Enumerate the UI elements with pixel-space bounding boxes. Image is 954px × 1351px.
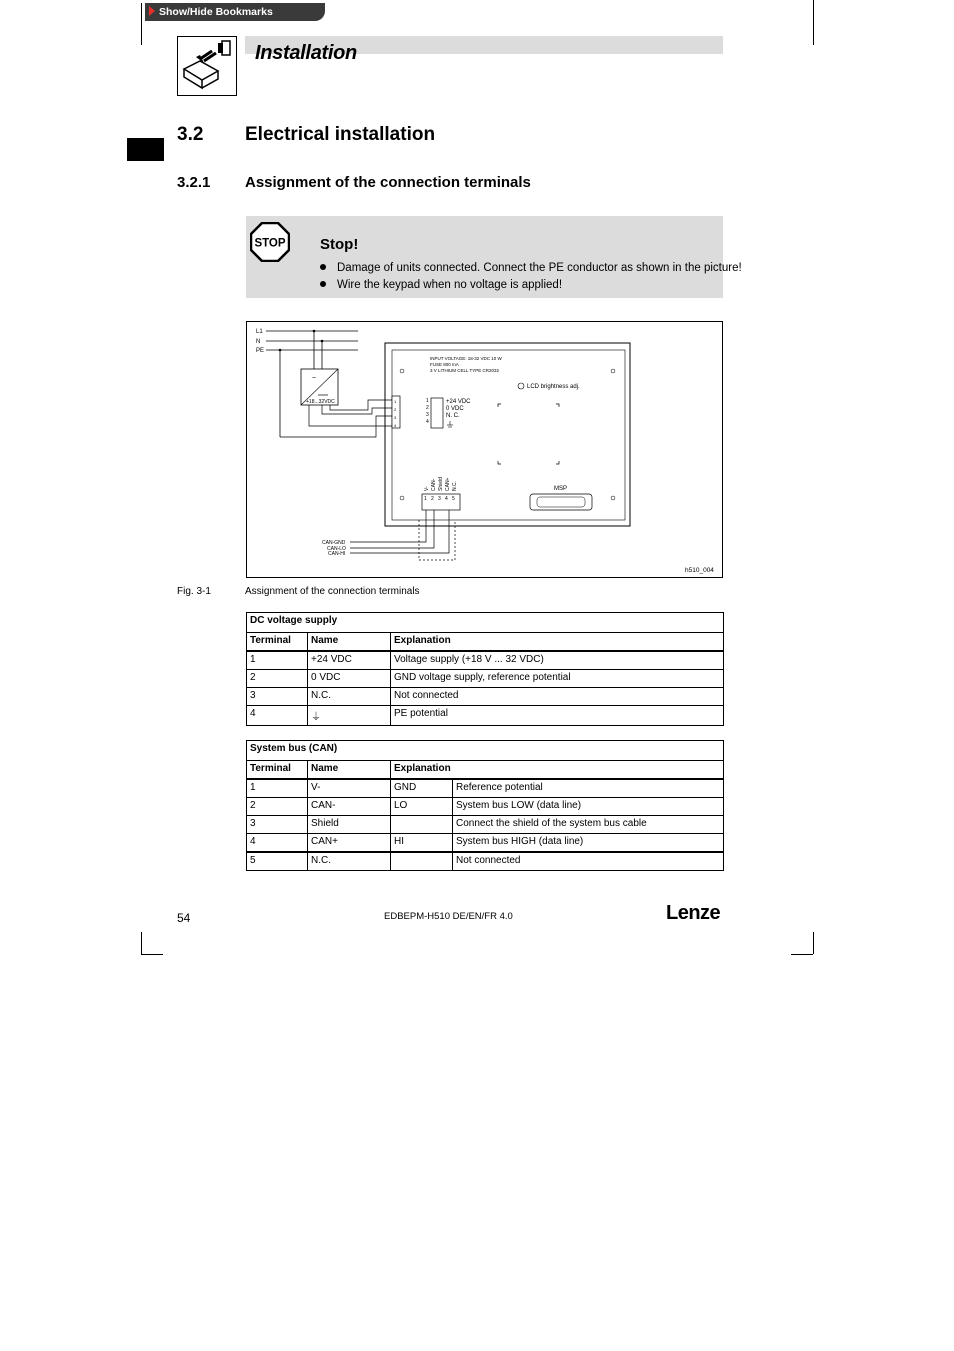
table-header: Explanation [391, 761, 724, 780]
show-hide-bookmarks-tab[interactable] [145, 3, 325, 21]
crop-mark [791, 954, 813, 955]
dc-pin: 1 [426, 398, 429, 404]
system-bus-table [246, 740, 724, 871]
dc-pin: 3 [426, 412, 429, 418]
label-l1: L1 [256, 329, 263, 335]
can-pin-name: CAN- [431, 478, 437, 491]
section-title: Electrical installation [245, 124, 436, 145]
wiring-diagram [246, 321, 723, 578]
stop-title: Stop! [320, 236, 359, 253]
crop-mark [813, 932, 814, 954]
crop-mark [141, 954, 163, 955]
table-header: Terminal [247, 633, 308, 652]
can-pin-name: Shield [438, 477, 444, 491]
svg-text:4: 4 [394, 423, 397, 428]
table-row: 1 +24 VDC Voltage supply (+18 V ... 32 VDC) [247, 651, 724, 670]
table-header: Name [308, 633, 391, 652]
label-pe: PE [256, 348, 265, 354]
tnc-label: N. C. [446, 413, 460, 419]
table-row: 1 V- GND Reference potential [247, 779, 724, 798]
table-header: Terminal [247, 761, 308, 780]
document-id: EDBEPM-H510 DE/EN/FR 4.0 [384, 911, 513, 922]
t0-label: 0 VDC [446, 406, 464, 412]
input-voltage-label: INPUT VOLTAGE: 18-32 VDC 10 W [430, 356, 502, 361]
table-title: DC voltage supply [247, 613, 724, 633]
stop-item: Damage of units connected. Connect the PE conductor as shown in the picture! [320, 262, 742, 274]
svg-text:1: 1 [394, 399, 397, 404]
section-number: 3.2 [177, 124, 204, 145]
subsection-title: Assignment of the connection terminals [245, 174, 531, 191]
can-pin: 5 [452, 496, 455, 502]
chapter-marker [127, 138, 164, 161]
can-pin: 1 [424, 496, 427, 502]
can-pin: 2 [431, 496, 434, 502]
psu-range-label: +18...32VDC [306, 399, 335, 405]
dc-pin: 2 [426, 405, 429, 411]
figure-number: Fig. 3-1 [177, 586, 211, 597]
table-title: System bus (CAN) [247, 741, 724, 761]
can-pin-name: V- [424, 486, 430, 491]
fuse-label: FUSE 800 mA [430, 362, 459, 367]
table-header: Name [308, 761, 391, 780]
svg-text:2: 2 [394, 407, 397, 412]
installation-icon [177, 36, 237, 96]
can-pin: 4 [445, 496, 448, 502]
stop-sign-text: STOP [254, 237, 286, 250]
t24-label: +24 VDC [446, 399, 471, 405]
dc-pin: 4 [426, 419, 429, 425]
crop-mark [141, 932, 142, 954]
table-row: 2 CAN- LO System bus LOW (data line) [247, 798, 724, 816]
lenze-logo: Lenze [666, 902, 721, 924]
subsection-number: 3.2.1 [177, 174, 211, 191]
table-row: 4 CAN+ HI System bus HIGH (data line) [247, 834, 724, 853]
can-pin-name: N.C. [452, 481, 458, 491]
table-row: 5 N.C. Not connected [247, 852, 724, 871]
page-header-title: Installation [255, 42, 357, 64]
battery-label: 3 V LITHIUM CELL TYPE CR2032 [430, 368, 500, 373]
label-n: N [256, 339, 261, 345]
figure-id: h510_004 [685, 567, 714, 574]
can-gnd-label: CAN-GND [322, 540, 346, 546]
triangle-right-icon [149, 6, 155, 16]
table-row: 3 Shield Connect the shield of the system bus cable [247, 816, 724, 834]
table-row: 2 0 VDC GND voltage supply, reference potential [247, 670, 724, 688]
crop-mark [813, 0, 814, 45]
bullet-icon [320, 264, 326, 270]
bullet-icon [320, 281, 326, 287]
stop-sign-icon [250, 222, 290, 267]
can-hi-label: CAN-HI [328, 551, 346, 557]
can-pin-name: CAN+ [445, 477, 451, 491]
pe-ground-icon: ⏚ [308, 706, 391, 726]
figure-caption: Assignment of the connection terminals [245, 586, 420, 597]
svg-text:~: ~ [312, 375, 317, 382]
page-number: 54 [177, 911, 191, 925]
bookmark-tab-label: Show/Hide Bookmarks [159, 6, 273, 18]
crop-mark [141, 3, 142, 45]
table-header: Explanation [391, 633, 724, 652]
svg-text:3: 3 [394, 415, 397, 420]
stop-item: Wire the keypad when no voltage is applied! [320, 279, 562, 291]
table-row: 3 N.C. Not connected [247, 688, 724, 706]
can-pin: 3 [438, 496, 441, 502]
msp-label: MSP [554, 486, 568, 492]
table-row: 4 ⏚ PE potential [247, 706, 724, 726]
can-lo-label: CAN-LO [327, 546, 346, 552]
lcd-label: LCD brightness adj. [527, 384, 580, 390]
dc-voltage-table [246, 612, 724, 726]
